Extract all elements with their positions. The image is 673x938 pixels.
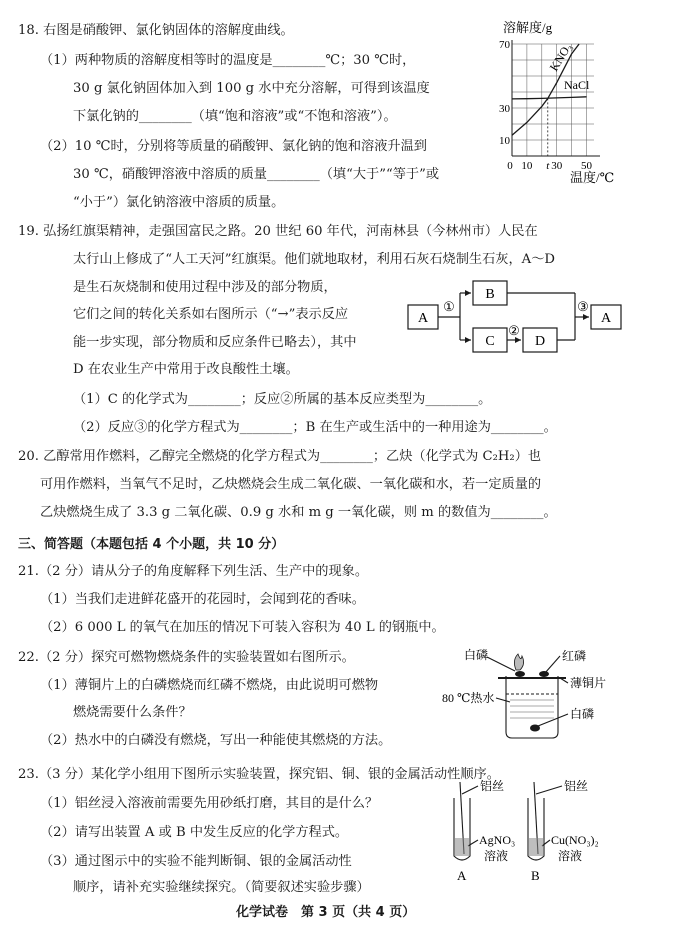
q22-line3: 燃烧需要什么条件？ [73, 705, 192, 720]
chart-ticks [499, 39, 593, 172]
node-a: A [417, 311, 429, 326]
q18-part1-line1: （1）两种物质的溶解度相等时的温度是________℃；30 ℃时， [40, 53, 416, 68]
q19-line6: D 在农业生产中常用于改良酸性土壤。 [73, 362, 299, 377]
reaction-1: ① [443, 299, 455, 314]
q18-part2-line1: （2）10 ℃时，分别将等质量的硝酸钾、氯化钠的饱和溶液升温到 [40, 139, 427, 154]
white-phosphorus-on-copper [515, 671, 525, 677]
wire-b-label: 铝丝 [564, 779, 589, 793]
combustion-apparatus [440, 640, 665, 745]
q23-line3: （2）请写出装置 A 或 B 中发生反应的化学方程式。 [40, 825, 349, 840]
tube-b-label: B [531, 868, 540, 883]
solution-b-formula: Cu(NO₃)₂ [551, 833, 599, 847]
x-tick-label: t [546, 160, 550, 172]
solution-b-fill [529, 838, 543, 856]
q23-line1: 23.（3 分）某化学小组用下图所示实验装置，探究铝、铜、银的金属活动性顺序。 [18, 767, 500, 782]
q22-line1: 22.（2 分）探究可燃物燃烧条件的实验装置如右图所示。 [18, 650, 355, 665]
chart-y-label: 溶解度/g [503, 20, 553, 35]
q19-line3: 是生石灰烧制和使用过程中涉及的部分物质， [73, 280, 337, 295]
x-tick-label: 0 [507, 160, 513, 172]
reaction-3: ③ [577, 299, 589, 314]
page-footer: 化学试卷 第 3 页（共 4 页） [236, 905, 416, 920]
red-phosphorus-on-copper [539, 671, 549, 677]
q18-part1-line3: 下氯化钠的________（填“饱和溶液”或“不饱和溶液”）。 [73, 109, 397, 124]
q18-part1-line2: 30 g 氯化钠固体加入到 100 g 水中充分溶解，可得到该温度 [73, 81, 430, 96]
q19-line2: 太行山上修成了“人工天河”红旗渠。他们就地取材，利用石灰石烧制生石灰，A～D [73, 252, 555, 267]
tube-a-label: A [457, 868, 467, 883]
x-tick-label: 30 [551, 160, 563, 172]
q23-line2: （1）铝丝浸入溶液前需要先用砂纸打磨，其目的是什么？ [40, 796, 379, 811]
q20-line3: 乙炔燃烧生成了 3.3 g 二氧化碳、0.9 g 水和 m g 一氧化碳，则 m 的数值为________。 [40, 505, 557, 520]
white-phosphorus-in-water [530, 725, 540, 732]
q21-line3: （2）6 000 L 的氧气在加压的情况下可装入容积为 40 L 的钢瓶中。 [40, 620, 445, 635]
y-tick-label: 10 [499, 135, 510, 147]
q23-line5: 顺序，请补充实验继续探究。（简要叙述实验步骤） [73, 880, 370, 895]
wire-a-label: 铝丝 [480, 779, 505, 793]
x-tick-label: 50 [581, 160, 593, 172]
node-a-out: A [600, 311, 612, 326]
chart-series [512, 41, 590, 136]
q18-title: 18. 右图是硝酸钾、氯化钠固体的溶解度曲线。 [18, 23, 294, 38]
q21-line1: 21.（2 分）请从分子的角度解释下列生活、生产中的现象。 [18, 564, 369, 579]
chart-x-label: 温度/℃ [570, 170, 615, 185]
copper-sheet-label: 薄铜片 [570, 676, 607, 690]
q19-line4: 它们之间的转化关系如右图所示（“→”表示反应 [73, 307, 349, 322]
q20-line2: 可用作燃料，当氧气不足时，乙炔燃烧会生成二氧化碳、一氧化碳和水，若一定质量的 [40, 477, 542, 492]
y-tick-label: 30 [499, 103, 510, 115]
section-3-heading: 三、简答题（本题包括 4 个小题，共 10 分） [18, 537, 285, 552]
node-c: C [485, 334, 495, 349]
series-label-nacl: NaCl [564, 78, 590, 92]
solution-b-word: 溶液 [558, 849, 583, 863]
q23-line4: （3）通过图示中的实验不能判断铜、银的金属活动性 [40, 854, 352, 869]
white-phosphorus-top-label: 白磷 [464, 648, 489, 662]
q19-part2: （2）反应③的化学方程式为________；B 在生产或生活中的一种用途为________。 [73, 420, 557, 435]
series-label-kno3: KNO₃ [546, 40, 575, 74]
flame-icon [514, 654, 523, 670]
q19-line5: 能一步实现，部分物质和反应条件已略去），其中 [73, 335, 357, 350]
test-tube-apparatus [440, 776, 665, 886]
solubility-chart [498, 18, 658, 188]
x-tick-label: 10 [521, 160, 533, 172]
conversion-diagram [405, 278, 625, 358]
node-b: B [485, 287, 495, 302]
red-phosphorus-label: 红磷 [562, 649, 587, 663]
q22-line2: （1）薄铜片上的白磷燃烧而红磷不燃烧，由此说明可燃物 [40, 678, 379, 693]
solution-a-formula: AgNO₃ [479, 833, 516, 847]
reaction-2: ② [508, 323, 520, 338]
q18-part2-line3: “小于”）氯化钠溶液中溶质的质量。 [73, 195, 285, 210]
node-d: D [534, 334, 546, 349]
solution-a-word: 溶液 [484, 849, 509, 863]
solution-a-fill [455, 838, 469, 856]
y-tick-label: 70 [499, 39, 510, 51]
q19-part1: （1）C 的化学式为________；反应②所属的基本反应类型为________。 [73, 392, 492, 407]
q21-line2: （1）当我们走进鲜花盛开的花园时，会闻到花的香味。 [40, 592, 365, 607]
q22-line4: （2）热水中的白磷没有燃烧，写出一种能使其燃烧的方法。 [40, 733, 392, 748]
hot-water-label: 80 ℃热水 [442, 691, 495, 705]
q19-title: 19. 弘扬红旗渠精神，走强国富民之路。20 世纪 60 年代，河南林县（今林州市）人民在 [18, 224, 538, 239]
white-phosphorus-bottom-label: 白磷 [570, 707, 595, 721]
q20-line1: 20. 乙醇常用作燃料，乙醇完全燃烧的化学方程式为________；乙炔（化学式为 C₂H₂）也 [18, 449, 542, 464]
q18-part2-line2: 30 ℃，硝酸钾溶液中溶质的质量________（填“大于”“等于”或 [73, 167, 440, 182]
